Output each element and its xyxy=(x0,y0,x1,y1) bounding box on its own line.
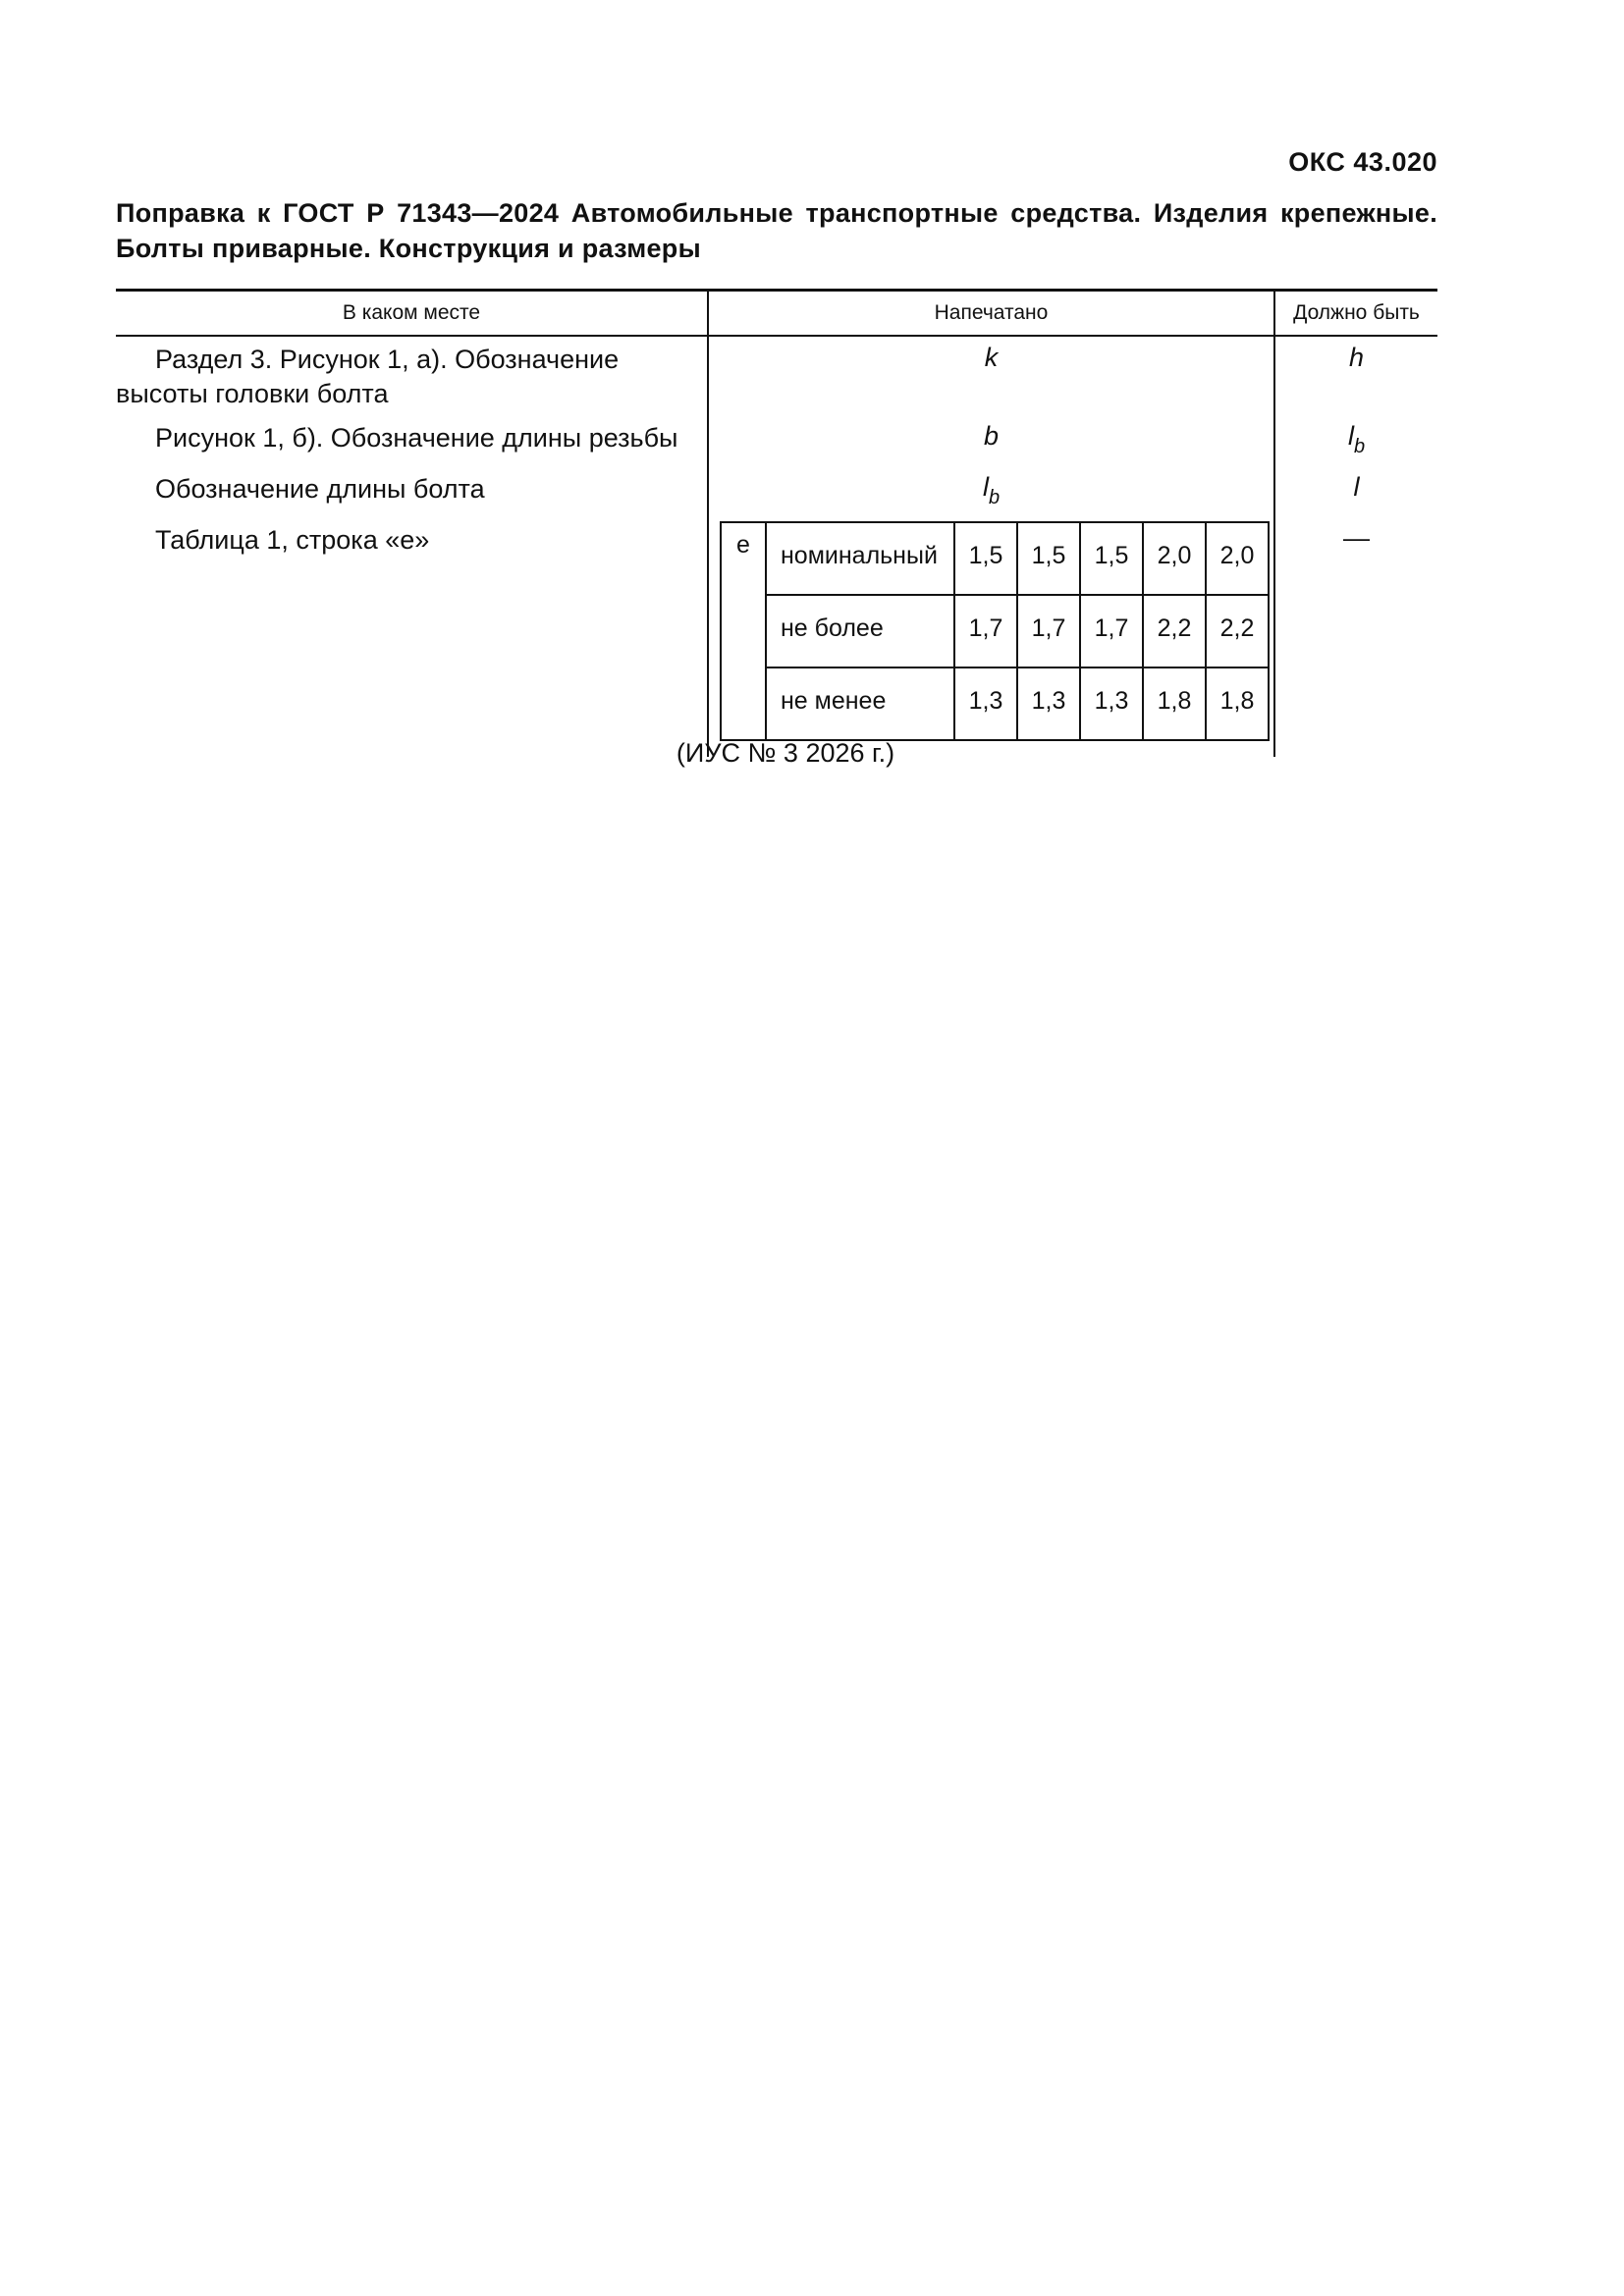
inner-value: 1,8 xyxy=(1143,667,1206,740)
should-be-cell: h xyxy=(1348,343,1365,372)
oks-code: ОКС 43.020 xyxy=(1288,147,1437,177)
symbol-subscript: b xyxy=(1353,436,1366,457)
table-row xyxy=(116,421,1437,472)
table-header-row xyxy=(116,291,1437,337)
inner-row-name: не менее xyxy=(766,667,954,740)
column-header-printed: Напечатано xyxy=(708,291,1274,337)
inner-row-name: не более xyxy=(766,595,954,667)
should-be-cell: — xyxy=(1343,523,1370,553)
should-be-cell xyxy=(1274,421,1437,472)
printed-cell xyxy=(708,513,1274,757)
inner-value: 1,5 xyxy=(954,522,1017,595)
column-header-place: В каком месте xyxy=(116,291,708,337)
place-cell: Рисунок 1, б). Обозначение длины резьбы xyxy=(155,423,678,453)
inner-value: 1,7 xyxy=(1080,595,1143,667)
table-row xyxy=(116,336,1437,421)
symbol-base: l xyxy=(982,472,989,502)
inner-value: 1,7 xyxy=(1017,595,1080,667)
symbol-base: l xyxy=(1347,421,1354,451)
column-header-should-be: Должно быть xyxy=(1274,291,1437,337)
inner-row-label: e xyxy=(721,522,766,740)
inner-value: 1,3 xyxy=(954,667,1017,740)
place-cell: Обозначение длины болта xyxy=(155,474,485,504)
printed-cell xyxy=(708,472,1274,513)
inner-row-name: номинальный xyxy=(766,522,954,595)
place-cell: Таблица 1, строка «e» xyxy=(155,525,430,555)
should-be-cell: l xyxy=(1353,472,1360,502)
table-row xyxy=(116,472,1437,513)
inner-value: 2,2 xyxy=(1206,595,1269,667)
inner-value: 2,0 xyxy=(1143,522,1206,595)
inner-value: 1,5 xyxy=(1080,522,1143,595)
table-row xyxy=(116,513,1437,757)
inner-row xyxy=(721,595,1269,667)
document-title: Поправка к ГОСТ Р 71343—2024 Автомобильные транспортные средства. Изделия крепежные. Болты приварные. Конструкция и размеры xyxy=(116,198,1437,263)
inner-values-table xyxy=(720,521,1270,741)
inner-value: 1,7 xyxy=(954,595,1017,667)
place-cell: Раздел 3. Рисунок 1, а). Обозначение высоты головки болта xyxy=(116,345,620,408)
inner-value: 1,3 xyxy=(1080,667,1143,740)
printed-cell: k xyxy=(708,336,1274,421)
inner-row xyxy=(721,522,1269,595)
inner-value: 1,5 xyxy=(1017,522,1080,595)
printed-cell: b xyxy=(708,421,1274,472)
symbol-subscript: b xyxy=(988,487,1001,508)
ius-reference: (ИУС № 3 2026 г.) xyxy=(676,738,895,768)
inner-value: 2,0 xyxy=(1206,522,1269,595)
inner-row xyxy=(721,667,1269,740)
inner-value: 2,2 xyxy=(1143,595,1206,667)
correction-table xyxy=(116,289,1437,757)
inner-value: 1,8 xyxy=(1206,667,1269,740)
inner-value: 1,3 xyxy=(1017,667,1080,740)
